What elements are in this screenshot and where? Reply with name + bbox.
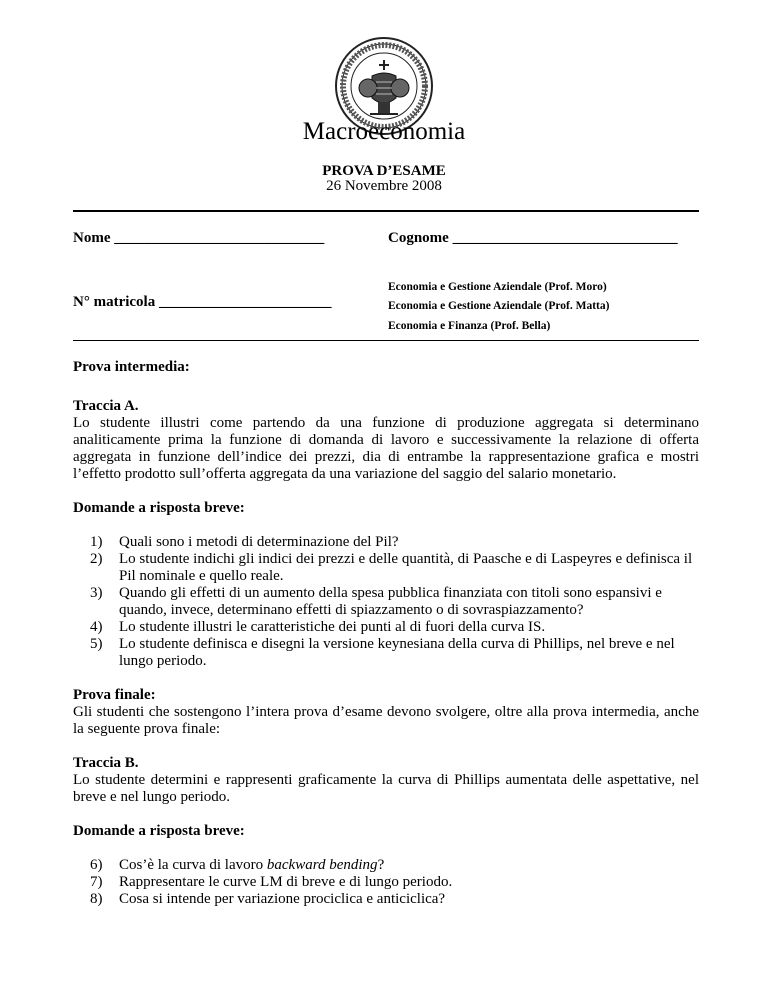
question-item: 4) Lo studente illustri le caratteristiche dei punti al di fuori della curva IS. bbox=[90, 619, 546, 635]
exam-date: 26 Novembre 2008 bbox=[326, 178, 442, 194]
nome-field[interactable]: Nome ____________________________ bbox=[73, 230, 325, 246]
question-item: 8) Cosa si intende per variazione prociclica e anticiclica? bbox=[90, 891, 446, 907]
track-b-title: Traccia B. bbox=[73, 755, 139, 771]
section-heading-intermediate: Prova intermedia: bbox=[73, 359, 190, 375]
matricola-field[interactable]: N° matricola _______________________ bbox=[73, 294, 332, 310]
question-item: 5) Lo studente definisca e disegni la versione keynesiana della curva di Phillips, nel breve e nel lungo periodo. bbox=[90, 636, 675, 669]
document-title: Macroeconomia bbox=[302, 118, 466, 145]
question-item: 7) Rappresentare le curve LM di breve e di lungo periodo. bbox=[90, 874, 453, 890]
track-b-text: Lo studente determini e rappresenti graficamente la curva di Phillips aumentata delle aspettative, nel breve e nel lungo periodo. bbox=[73, 772, 699, 805]
course-option: Economia e Gestione Aziendale (Prof. Matta) bbox=[388, 300, 610, 312]
question-item: 3) Quando gli effetti di un aumento della spesa pubblica finanziata con titoli sono espansivi e quando, invece, determinano effetti di spiazzamento o di sovraspiazzamento? bbox=[90, 585, 662, 618]
exam-content bbox=[73, 359, 699, 908]
intermediate-question-list bbox=[73, 534, 699, 670]
header-divider bbox=[73, 210, 699, 212]
exam-label: PROVA D’ESAME bbox=[322, 163, 446, 179]
question-item: 1) Quali sono i metodi di determinazione del Pil? bbox=[90, 534, 399, 550]
track-a-text: Lo studente illustri come partendo da una funzione di produzione aggregata si determinano analiticamente prima la funzione di domanda di lavoro e successivamente la relazione di offerta aggregata in funzione dell’indice dei prezzi, dia di entrambe la rappresentazione grafica e mostri l’effetto prodotto sull’offerta aggregata da una variazione del saggio del salario monetario. bbox=[73, 415, 699, 482]
final-question-list bbox=[73, 857, 699, 908]
track-a-title: Traccia A. bbox=[73, 398, 139, 414]
final-intro: Gli studenti che sostengono l’intera prova d’esame devono svolgere, oltre alla prova intermedia, anche la seguente prova finale: bbox=[73, 704, 699, 737]
question-item: 2) Lo studente indichi gli indici dei prezzi e delle quantità, di Paasche e di Laspeyres e definisca il Pil nominale e quello reale. bbox=[90, 551, 693, 584]
form-divider bbox=[73, 340, 699, 341]
short-questions-heading: Domande a risposta breve: bbox=[73, 823, 245, 839]
course-option: Economia e Gestione Aziendale (Prof. Moro) bbox=[388, 281, 607, 293]
cognome-field[interactable]: Cognome ______________________________ bbox=[388, 230, 678, 246]
question-item: 6) Cos’è la curva di lavoro backward bending? bbox=[90, 857, 385, 873]
short-questions-heading: Domande a risposta breve: bbox=[73, 500, 245, 516]
section-heading-final: Prova finale: bbox=[73, 687, 156, 703]
course-option: Economia e Finanza (Prof. Bella) bbox=[388, 320, 551, 332]
